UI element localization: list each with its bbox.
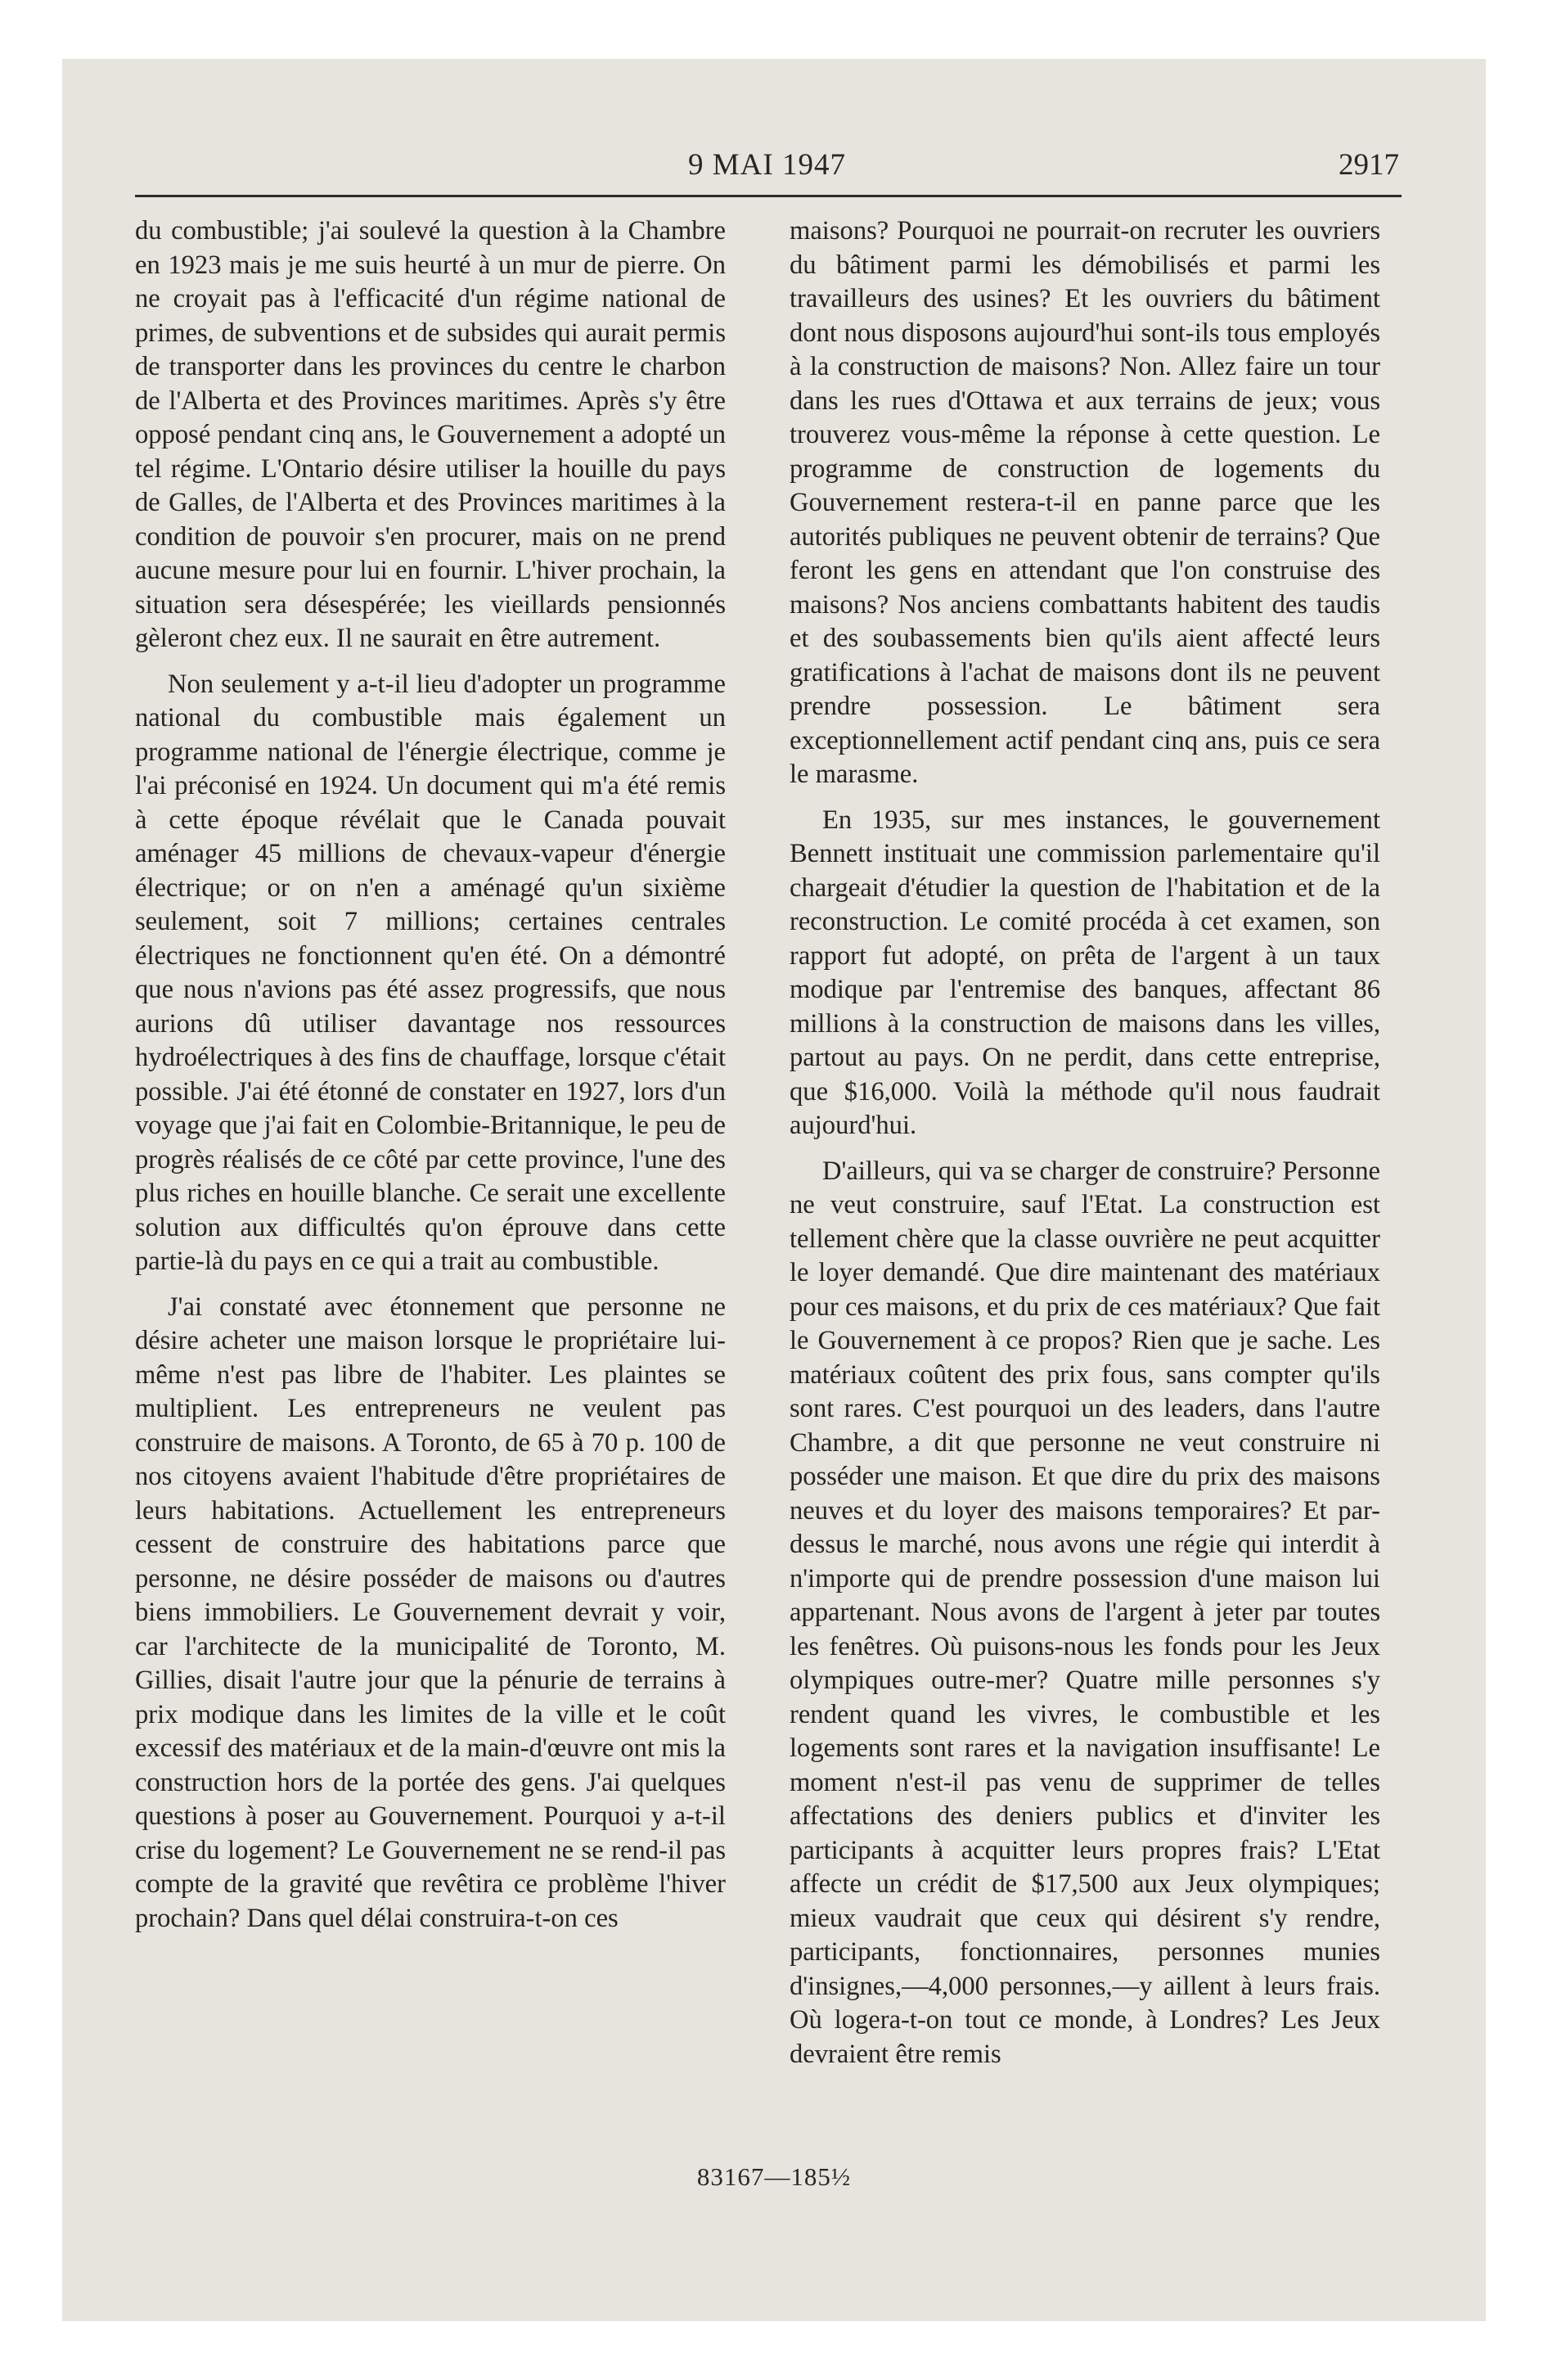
header-date: 9 MAI 1947 (688, 148, 846, 182)
left-column (135, 214, 726, 2162)
paragraph: En 1935, sur mes instances, le gouvernement Bennett instituait une commission parlementaire qu'il chargeait d'étudier la question de l'habitation et de la reconstruction. Le comité procéda à cet examen, son rapport fut adopté, on prêta de l'argent à un taux modique par l'entremise des banques, affectant 86 millions à la construction de maisons dans les villes, partout au pays. On ne perdit, dans cette entreprise, que $16,000. Voilà la méthode qu'il nous faudrait aujourd'hui. (790, 805, 1380, 1140)
page-header (135, 147, 1399, 193)
right-column (790, 214, 1380, 2162)
paragraph: du combustible; j'ai soulevé la question à la Chambre en 1923 mais je me suis heurté à un mur de pierre. On ne croyait pas à l'efficacité d'un régime national de primes, de subventions et de subsides qui aurait permis de transporter dans les provinces du centre le charbon de l'Alberta et des Provinces maritimes. Après s'y être opposé pendant cinq ans, le Gouvernement a adopté un tel régime. L'Ontario désire utiliser la houille du pays de Galles, de l'Alberta et des Provinces maritimes à la condition de pouvoir s'en procurer, mais on ne prend aucune mesure pour lui en fournir. L'hiver prochain, la situation sera désespérée; les vieillards pensionnés gèleront chez eux. Il ne saurait en être autrement. (135, 216, 726, 653)
paragraph: D'ailleurs, qui va se charger de construire? Personne ne veut construire, sauf l'Etat. La construction est tellement chère que la classe ouvrière ne peut acquitter le loyer demandé. Que dire maintenant des matériaux pour ces maisons, et du prix de ces matériaux? Que fait le Gouvernement à ce propos? Rien que je sache. Les matériaux coûtent des prix fous, sans compter qu'ils sont rares. C'est pourquoi un des leaders, dans l'autre Chambre, a dit que personne ne veut construire ni posséder une maison. Et que dire du prix des maisons neuves et du loyer des maisons temporaires? Et par-dessus le marché, nous avons une régie qui interdit à n'importe qui de prendre possession d'une maison lui appartenant. Nous avons de l'argent à jeter par toutes les fenêtres. Où puisons-nous les fonds pour les Jeux olympiques outre-mer? Quatre mille personnes s'y rendent quand les vivres, le combustible et les logements sont rares et la navigation insuffisante! Le moment n'est-il pas venu de supprimer de telles affectations des deniers publics et d'inviter les participants à acquitter leurs propres frais? L'Etat affecte un crédit de $17,500 aux Jeux olympiques; mieux vaudrait que ceux qui désirent s'y rendre, participants, fonctionnaires, personnes munies d'insignes,—4,000 personnes,—y aillent à leurs frais. Où logera-t-on tout ce monde, à Londres? Les Jeux devraient être remis (790, 1156, 1380, 2069)
paragraph: maisons? Pourquoi ne pourrait-on recruter les ouvriers du bâtiment parmi les démobilisés et parmi les travailleurs des usines? Et les ouvriers du bâtiment dont nous disposons aujourd'hui sont-ils tous employés à la construction de maisons? Non. Allez faire un tour dans les rues d'Ottawa et aux terrains de jeux; vous trouverez vous-même la réponse à cette question. Le programme de construction de logements du Gouvernement restera-t-il en panne parce que les autorités publiques ne peuvent obtenir de terrains? Que feront les gens en attendant que l'on construise des maisons? Nos anciens combattants habitent des taudis et des soubassements bien qu'ils aient affecté leurs gratifications à l'achat de maisons dont ils ne peuvent prendre possession. Le bâtiment sera exceptionnellement actif pendant cinq ans, puis ce sera le marasme. (790, 216, 1380, 789)
footer-signature: 83167—185½ (696, 2162, 852, 2191)
paragraph: J'ai constaté avec étonnement que personne ne désire acheter une maison lorsque le propriétaire lui-même n'est pas libre de l'habiter. Les plaintes se multiplient. Les entrepreneurs ne veulent pas construire de maisons. A Toronto, de 65 à 70 p. 100 de nos citoyens avaient l'habitude d'être propriétaires de leurs habitations. Actuellement les entrepreneurs cessent de construire des habitations parce que personne, ne désire posséder de maisons ou d'autres biens immobiliers. Le Gouvernement devrait y voir, car l'architecte de la municipalité de Toronto, M. Gillies, disait l'autre jour que la pénurie de terrains à prix modique dans les limites de la ville et le coût excessif des matériaux et de la main-d'œuvre ont mis la construction hors de la portée des gens. J'ai quelques questions à poser au Gouvernement. Pourquoi y a-t-il crise du logement? Le Gouvernement ne se rend-il pas compte de la gravité que revêtira ce problème l'hiver prochain? Dans quel délai construira-t-on ces (135, 1291, 726, 1933)
page-number: 2917 (1339, 148, 1399, 182)
paragraph: Non seulement y a-t-il lieu d'adopter un programme national du combustible mais également un programme national de l'énergie électrique, comme je l'ai préconisé en 1924. Un document qui m'a été remis à cette époque révélait que le Canada pouvait aménager 45 millions de chevaux-vapeur d'énergie électrique; or on n'en a aménagé qu'un sixième seulement, soit 7 millions; certaines centrales électriques ne fonctionnent qu'en été. On a démontré que nous n'avions pas été assez progressifs, que nous aurions dû utiliser davantage nos ressources hydroélectriques à des fins de chauffage, lorsque c'était possible. J'ai été étonné de constater en 1927, lors d'un voyage que j'ai fait en Colombie-Britannique, le peu de progrès réalisés de ce côté par cette province, l'une des plus riches en houille blanche. Ce serait une excellente solution aux difficultés qu'on éprouve dans cette partie-là du pays en ce qui a trait au combustible. (135, 669, 726, 1276)
header-rule (135, 195, 1402, 197)
